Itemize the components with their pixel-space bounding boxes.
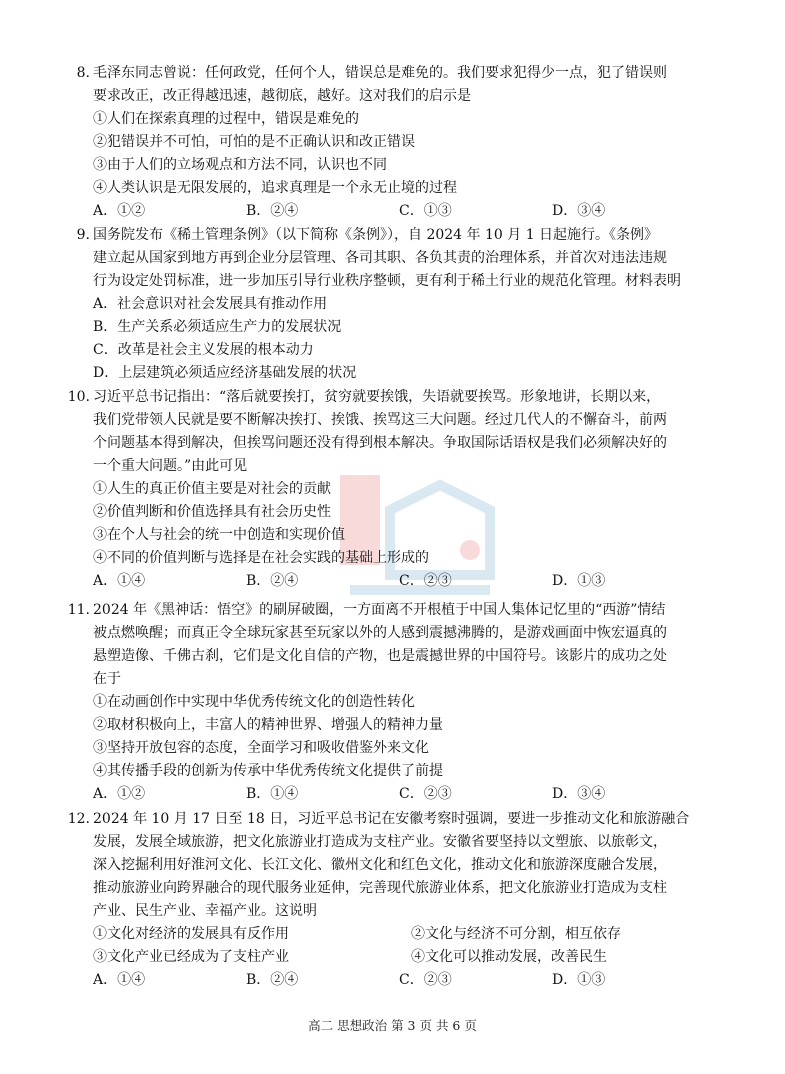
statement-item: ③由于人们的立场观点和方法不同，认识也不同 [93, 157, 387, 173]
statement-item: ②文化与经济不可分割，相互依存 [411, 926, 621, 942]
statement-item: ①文化对经济的发展具有反作用 [93, 926, 289, 942]
statement-item: ②取材积极向上，丰富人的精神世界、增强人的精神力量 [93, 717, 443, 733]
statement-item: ③文化产业已经成为了支柱产业 [93, 949, 289, 965]
answer-options [93, 200, 735, 223]
answer-options [93, 570, 735, 593]
statement-row [93, 923, 735, 946]
question-number: 11. [67, 602, 90, 618]
question-number: 12. [67, 811, 90, 827]
statement-item: ④不同的价值判断与选择是在社会实践的基础上形成的 [93, 550, 429, 566]
question-stem: 要求改正，改正得越迅速，越彻底，越好。这对我们的启示是 [93, 88, 471, 104]
question-stem: 国务院发布《稀土管理条例》（以下简称《条例》），自 2024 年 10 月 1 日起施行。《条例》 [93, 227, 659, 243]
question-stem: 深入挖掘利用好淮河文化、长江文化、徽州文化和红色文化，推动文化和旅游深度融合发展， [93, 857, 667, 873]
option-c[interactable]: C．①③ [399, 203, 452, 219]
question-stem: 悬塑造像、千佛古刹，它们是文化自信的产物，也是震撼世界的中国符号。该影片的成功之处 [93, 648, 667, 664]
statement-item: ③坚持开放包容的态度，全面学习和吸收借鉴外来文化 [93, 740, 429, 756]
option-d[interactable]: D．①③ [552, 573, 606, 589]
statement-item: ③在个人与社会的统一中创造和实现价值 [93, 527, 345, 543]
option-b[interactable]: B．②④ [246, 203, 299, 219]
question-stem: 被点燃唤醒；而真正令全球玩家甚至玩家以外的人感到震撼沸腾的，是游戏画面中恢宏逼真的 [93, 625, 667, 641]
question-number: 10. [67, 389, 90, 405]
question-stem: 发展，发展全域旅游，把文化旅游业打造成为支柱产业。安徽省要坚持以文塑旅、以旅彰文， [93, 834, 667, 850]
statement-item: ④文化可以推动发展，改善民生 [411, 949, 607, 965]
option-a[interactable]: A．①④ [93, 972, 146, 988]
statement-item: ①人生的真正价值主要是对社会的贡献 [93, 481, 331, 497]
option-a[interactable]: A．社会意识对社会发展具有推动作用 [93, 296, 328, 312]
question-9 [60, 224, 735, 385]
question-stem: 在于 [93, 671, 121, 687]
question-number: 9. [76, 227, 90, 243]
option-c[interactable]: C．②③ [399, 786, 452, 802]
option-c[interactable]: C．改革是社会主义发展的根本动力 [93, 342, 314, 358]
answer-options [93, 783, 735, 806]
statement-item: ①在动画创作中实现中华优秀传统文化的创造性转化 [93, 694, 415, 710]
question-stem: 2024 年 10 月 17 日至 18 日，习近平总书记在安徽考察时强调，要进一步推动文化和旅游融合 [93, 811, 690, 827]
question-11 [60, 599, 735, 806]
option-d[interactable]: D．上层建筑必须适应经济基础发展的状况 [93, 365, 357, 381]
option-a[interactable]: A．①④ [93, 573, 146, 589]
statement-item: ②价值判断和价值选择具有社会历史性 [93, 504, 331, 520]
statement-item: ①人们在探索真理的过程中，错误是难免的 [93, 111, 359, 127]
question-stem: 毛泽东同志曾说：任何政党，任何个人，错误总是难免的。我们要求犯得少一点，犯了错误则 [93, 65, 667, 81]
question-stem: 产业、民生产业、幸福产业。这说明 [93, 903, 317, 919]
question-stem: 我们党带领人民就是要不断解决挨打、挨饿、挨骂这三大问题。经过几代人的不懈奋斗，前两 [93, 412, 667, 428]
question-12 [60, 808, 735, 992]
question-stem: 推动旅游业向跨界融合的现代服务业延伸，完善现代旅游业体系，把文化旅游业打造成为支柱 [93, 880, 667, 896]
option-d[interactable]: D．③④ [552, 203, 606, 219]
option-d[interactable]: D．③④ [552, 786, 606, 802]
option-b[interactable]: B．生产关系必须适应生产力的发展状况 [93, 319, 342, 335]
question-8 [60, 62, 735, 223]
option-a[interactable]: A．①② [93, 786, 146, 802]
question-stem: 2024 年《黑神话：悟空》的刷屏破圈，一方面离不开根植于中国人集体记忆里的“西游”情结 [93, 602, 666, 618]
statement-row [93, 946, 735, 969]
option-c[interactable]: C．②③ [399, 972, 452, 988]
statement-item: ②犯错误并不可怕，可怕的是不正确认识和改正错误 [93, 134, 415, 150]
question-number: 8. [76, 65, 90, 81]
statement-item: ④人类认识是无限发展的，追求真理是一个永无止境的过程 [93, 180, 457, 196]
option-a[interactable]: A．①② [93, 203, 146, 219]
question-stem: 建立起从国家到地方再到企业分层管理、各司其职、各负其责的治理体系，并首次对违法违规 [93, 250, 667, 266]
answer-options [93, 969, 735, 992]
question-10 [60, 386, 735, 593]
option-b[interactable]: B．①④ [246, 786, 299, 802]
statement-item: ④其传播手段的创新为传承中华优秀传统文化提供了前提 [93, 763, 443, 779]
page-footer: 高二 思想政治 第 3 页 共 6 页 [308, 1018, 477, 1033]
question-stem: 习近平总书记指出：“落后就要挨打，贫穷就要挨饿，失语就要挨骂。形象地讲，长期以来， [93, 389, 661, 405]
question-stem: 一个重大问题。”由此可见 [93, 458, 248, 474]
option-d[interactable]: D．①③ [552, 972, 606, 988]
option-b[interactable]: B．②④ [246, 972, 299, 988]
question-stem: 个问题基本得到解决，但挨骂问题还没有得到根本解决。争取国际话语权是我们必须解决好的 [93, 435, 667, 451]
option-c[interactable]: C．②③ [399, 573, 452, 589]
question-stem: 行为设定处罚标准，进一步加压引导行业秩序整顿，更有利于稀土行业的规范化管理。材料表明 [93, 273, 681, 289]
option-b[interactable]: B．②④ [246, 573, 299, 589]
